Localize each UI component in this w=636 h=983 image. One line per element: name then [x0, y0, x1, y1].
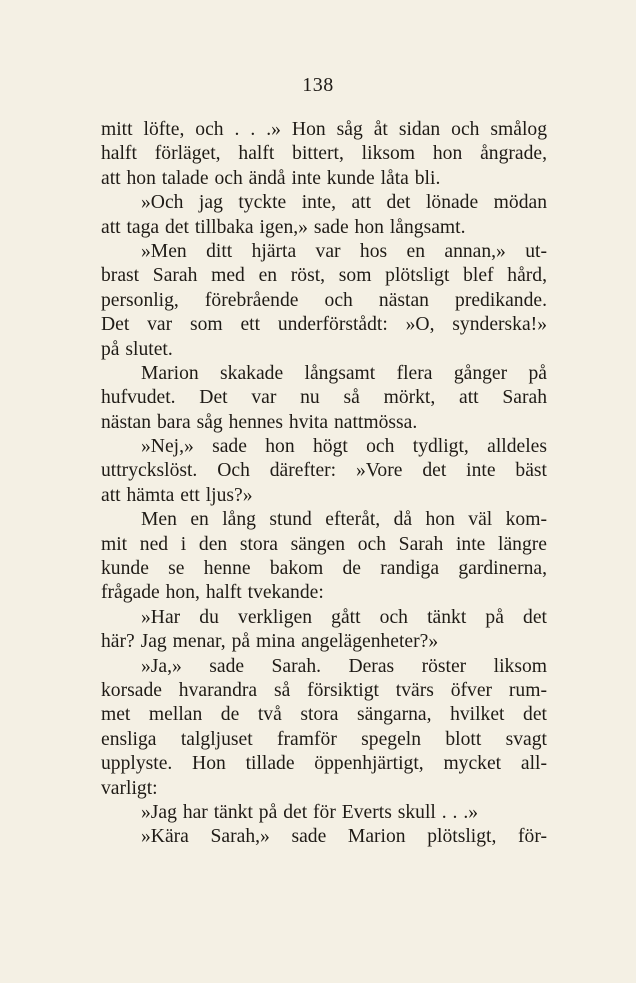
text-line: på slutet. — [101, 338, 173, 360]
text-line: att taga det tillbaka igen,» sade hon långsamt. — [101, 216, 466, 238]
text-line: nästan bara såg hennes hvita nattmössa. — [101, 411, 418, 433]
text-line: »Och jag tyckte inte, att det lönade mödan — [141, 192, 547, 214]
text-line: korsade hvarandra så försiktigt tvärs öfver rum- — [101, 679, 547, 701]
text-line: »Kära Sarah,» sade Marion plötsligt, för- — [141, 826, 547, 848]
text-line: uttryckslöst. Och därefter: »Vore det inte bäst — [101, 460, 547, 482]
text-line: »Nej,» sade hon högt och tydligt, alldeles — [141, 436, 547, 458]
text-line: brast Sarah med en röst, som plötsligt blef hård, — [101, 265, 547, 287]
text-line: mit ned i den stora sängen och Sarah inte längre — [101, 533, 547, 555]
text-line: att hon talade och ändå inte kunde låta bli. — [101, 167, 441, 189]
text-line: met mellan de två stora sängarna, hvilket det — [101, 704, 547, 726]
text-line: Men en lång stund efteråt, då hon väl kom- — [141, 509, 547, 531]
text-line: halft förläget, halft bittert, liksom hon ångrade, — [101, 143, 547, 165]
text-line: »Har du verkligen gått och tänkt på det — [141, 606, 547, 628]
text-line: varligt: — [101, 777, 158, 799]
text-line: personlig, förebrående och nästan predikande. — [101, 289, 547, 311]
text-line: Marion skakade långsamt flera gånger på — [141, 362, 547, 384]
text-line: mitt löfte, och . . .» Hon såg åt sidan och smålog — [101, 119, 547, 140]
page-number: 138 — [302, 74, 334, 96]
text-line: »Jag har tänkt på det för Everts skull . . .» — [141, 801, 479, 823]
body-text — [101, 118, 547, 850]
text-line: hufvudet. Det var nu så mörkt, att Sarah — [101, 387, 547, 409]
text-line: Det var som ett underförstådt: »O, synderska!» — [101, 314, 547, 336]
text-line: ensliga talgljuset framför spegeln blott svagt — [101, 728, 547, 750]
text-line: upplyste. Hon tillade öppenhjärtigt, mycket all- — [101, 753, 547, 775]
text-line: här? Jag menar, på mina angelägenheter?» — [101, 631, 439, 653]
text-line: att hämta ett ljus?» — [101, 484, 253, 506]
text-line: frågade hon, halft tvekande: — [101, 582, 324, 604]
text-line: »Men ditt hjärta var hos en annan,» ut- — [141, 240, 547, 262]
text-line: »Ja,» sade Sarah. Deras röster liksom — [141, 655, 547, 677]
text-line: kunde se henne bakom de randiga gardinerna, — [101, 558, 547, 580]
